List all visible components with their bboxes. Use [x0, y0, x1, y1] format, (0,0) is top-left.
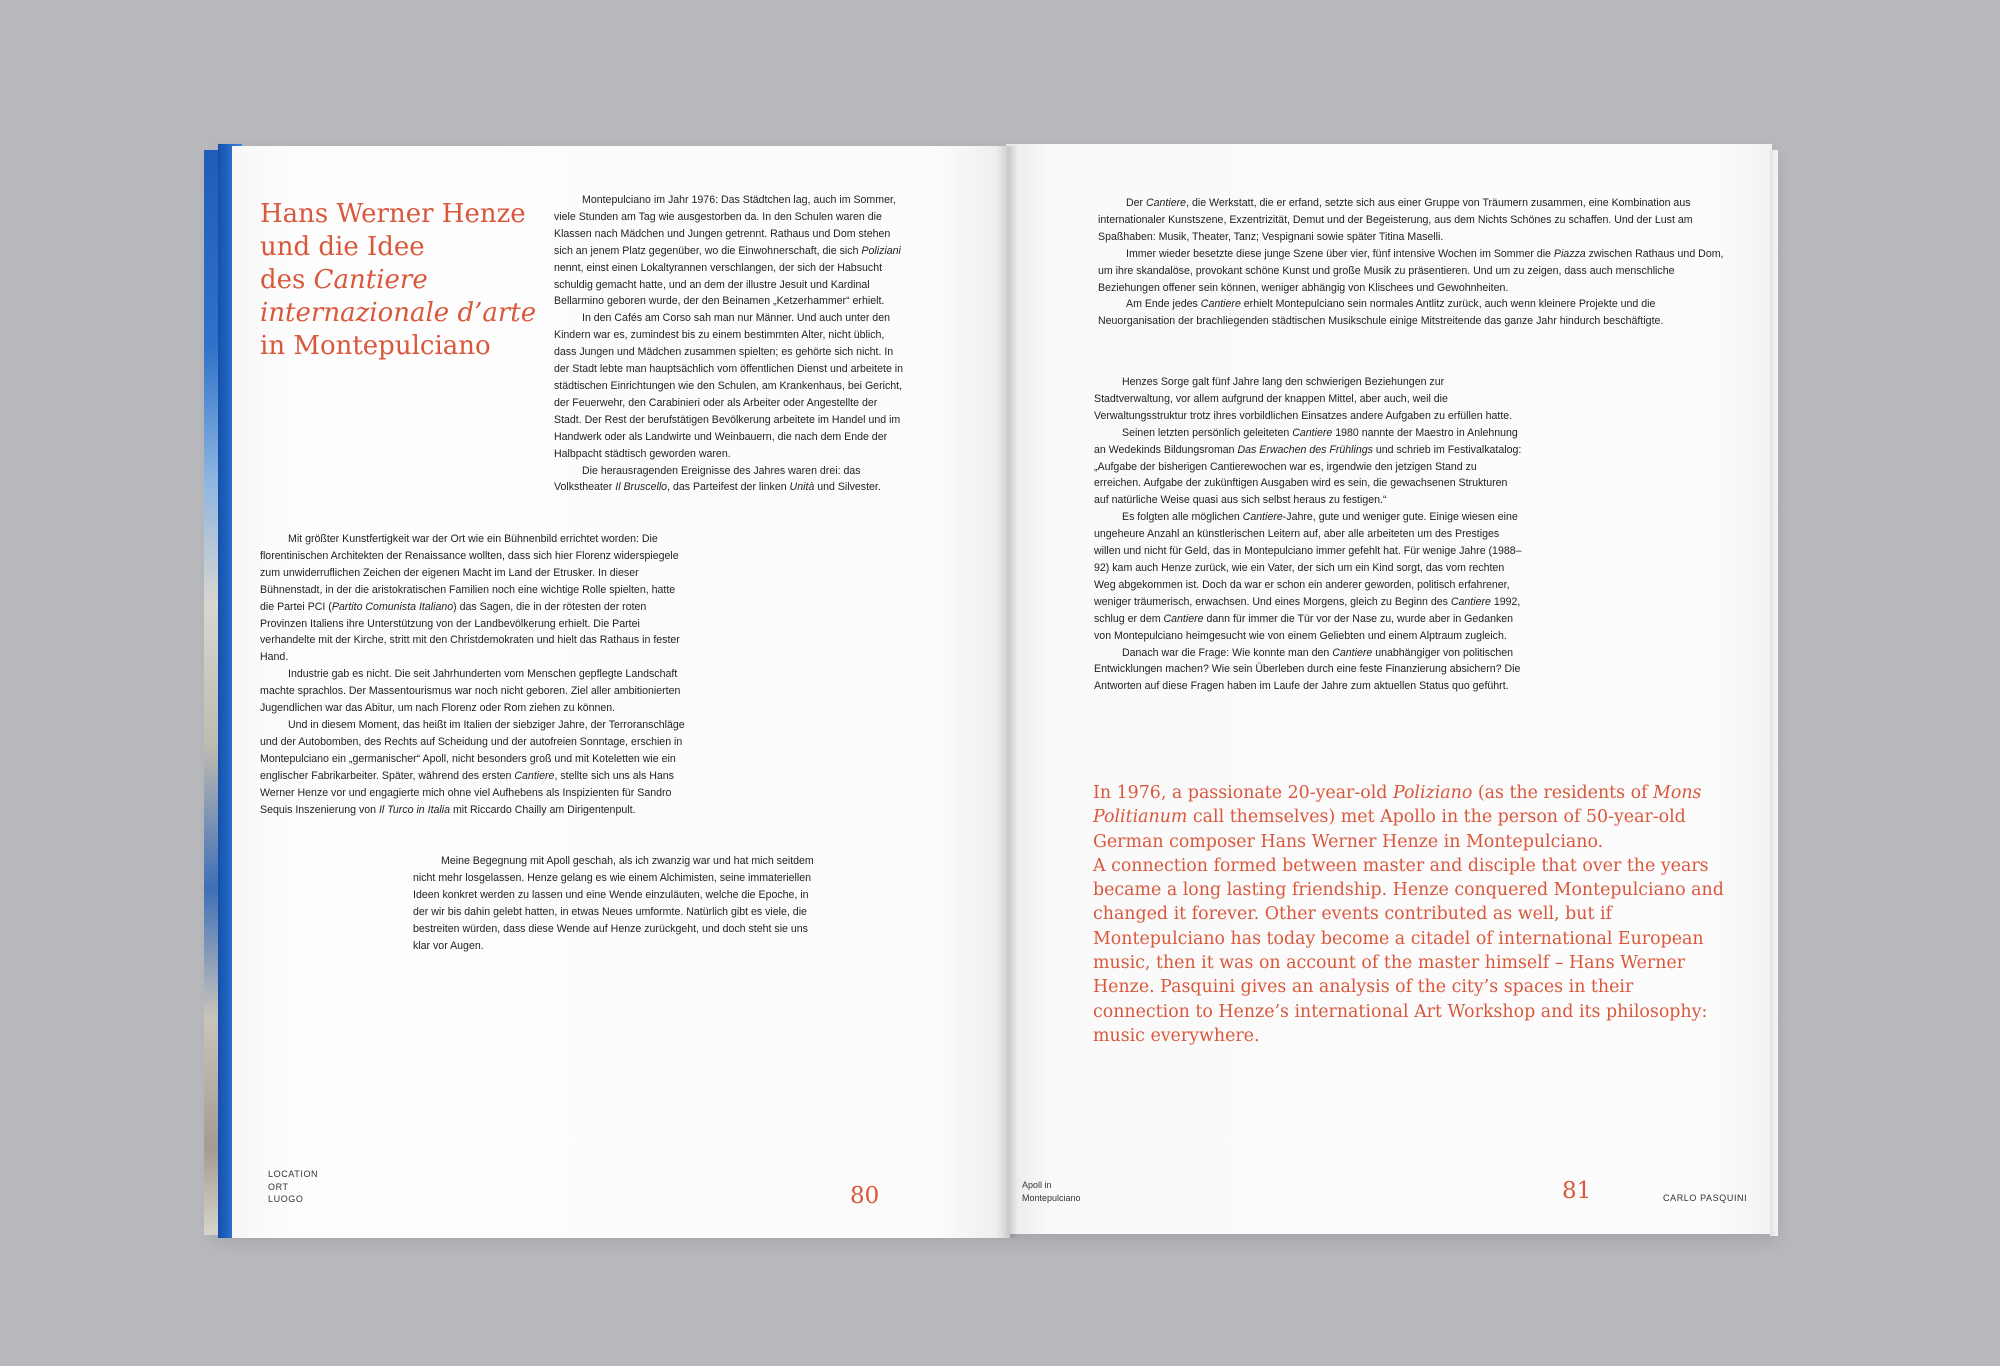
italic-run: Cantiere [1163, 612, 1204, 625]
text-run: -Jahre, gute und weniger gute. Einige wiesen eine ungeheure Anzahl an künstlerischen Leitern auf, aber alle arbeiteten um des Prestiges willen und nicht für Geld, das in Montepulciano immer gefehlt hat. Für wenige Jahre (1988–92) kam auch Henze zurück, wie ein Vater, der sich um ein Kind sorgt, das vom rechten Weg abgekommen ist. Doch da war er schon ein anderer geworden, politisch erfahrener, weniger träumerisch, erwachsen. Und eines Morgens, gleich zu Beginn des [1094, 511, 1522, 608]
text-run: Montepulciano im Jahr 1976: Das Städtchen lag, auch im Sommer, viele Stunden am Tag wie ausgestorben da. In den Schulen waren die Klassen nach Mädchen und Jungen getrennt. Rathaus und Dom stehen sich an jenem Platz gegenüber, wo die Einwohnerschaft, die sich [554, 194, 896, 257]
title-line: in Montepulciano [260, 331, 491, 361]
text-run: erhielt Montepulciano sein normales Antlitz zurück, auch wenn kleinere Projekte und die Neuorganisation der brachliegenden städtischen Musikschule einige Mitstreitende das ganze Jahr hindurch beschäftigte. [1098, 298, 1664, 328]
italic-run: Mons Politianum [1093, 783, 1702, 828]
text-run: und schrieb im Festivalkatalog: „Aufgabe der bisherigen Cantierewochen war es, irgendwie den jetzigen Stand zu erreichen. Aufgabe der zukünftigen Ausgaben wird es sein, die gewachsenen Strukturen auf natürliche Weise quasi aus sich selbst heraus zu festigen.“ [1094, 443, 1522, 507]
body-column-low-left [413, 853, 825, 954]
paragraph [1094, 645, 1524, 696]
body-column-mid-right [1094, 374, 1524, 695]
running-head [1022, 1179, 1081, 1204]
section-label-line: LUOGO [268, 1194, 304, 1204]
section-label [268, 1168, 318, 1206]
paragraph [260, 717, 687, 818]
section-label-line: LOCATION [268, 1169, 319, 1179]
paragraph [1094, 374, 1524, 425]
text-run: und Silvester. [814, 481, 881, 494]
paragraph [260, 531, 687, 666]
paragraph [1098, 246, 1726, 297]
text-run: nennt, einst einen Lokaltyrannen verschlangen, der sich der Habsucht schuldig gemacht hatte, und an dem der illustre Jesuit und Kardinal Bellarmino geboren wurde, der den Beinamen „Ketzerhammer“ erhielt. [554, 261, 885, 308]
italic-run: Cantiere [1292, 426, 1333, 439]
paragraph: Meine Begegnung mit Apoll geschah, als ich zwanzig war und hat mich seitdem nicht mehr losgelassen. Henze gelang es wie einem Alchimisten, seine immateriellen Ideen konkret werden zu lassen und eine Wende einzuläuten, welche die Epoche, in der wir bis dahin gelebt hatten, in etwas Neues umformte. Natürlich gibt es viele, die bestreiten würden, dass diese Wende auf Henze zurückgeht, und doch steht sie uns klar vor Augen. [413, 855, 814, 952]
title-line: des [260, 265, 314, 295]
text-run: call themselves) met Apollo in the person of 50-year-old German composer Hans Werner Henze in Montepulciano. [1093, 807, 1686, 852]
text-run: Am Ende jedes [1126, 298, 1201, 311]
title-line: Hans Werner Henze [260, 199, 526, 229]
page-number-right: 81 [1562, 1178, 1592, 1204]
paragraph [1094, 509, 1524, 644]
body-column-top-left [554, 192, 906, 496]
italic-run: Cantiere [1242, 511, 1283, 524]
italic-run: Il Bruscello [615, 481, 668, 494]
chapter-title [260, 198, 560, 363]
italic-run: Partito Comunista Italiano [331, 600, 454, 613]
page-stack-edge [1770, 150, 1778, 1236]
title-italic: internazionale d’arte [260, 298, 537, 328]
page-number-left: 80 [850, 1183, 880, 1209]
text-run: In den Cafés am Corso sah man nur Männer. Und auch unter den Kindern war es, zumindest bis zu einem bestimmten Alter, nicht üblich, dass Jungen und Mädchen zusammen spielten; es gehörte sich nicht. In der Stadt lebte man hauptsächlich vom öffentlichen Dienst und arbeitete in städtischen Einrichtungen wie den Schulen, am Krankenhaus, bei Gericht, der Feuerwehr, den Carabinieri oder als Arbeiter oder Angestellte der Stadt. Der Rest der berufstätigen Bevölkerung arbeitete im Handel und im Handwerk oder als Landwirte und Weinbauern, die nach dem Ende der Halbpacht städtisch geworden waren. [554, 312, 904, 460]
text-run: ) das Sagen, die in der rötesten der roten Provinzen Italiens ihre Unterstützung von der Landbevölkerung erhielt. Die Partei verhandelte mit der Kirche, stritt mit den Christdemokraten und hielt das Rathaus in fester Hand. [260, 600, 680, 664]
italic-run: Cantiere [1332, 646, 1373, 659]
text-run: A connection formed between master and disciple that over the years became a long lasting friendship. Henze conquered Montepulciano and changed it forever. Other events contributed as well, but if Montepulciano has today become a citadel of international European music, then it was on account of the master himself – Hans Werner Henze. Pasquini gives an analysis of the city’s spaces in their connection to Henze’s international Art Workshop and its philosophy: music everywhere. [1093, 855, 1724, 1046]
paragraph [1098, 195, 1726, 246]
text-run: Immer wieder besetzte diese junge Szene über vier, fünf intensive Wochen im Sommer die [1126, 247, 1554, 260]
paragraph [260, 666, 687, 717]
section-label-line: ORT [268, 1181, 289, 1192]
paragraph [554, 463, 906, 497]
italic-run: Cantiere [1146, 197, 1187, 209]
text-run: mit Riccardo Chailly am Dirigentenpult. [450, 803, 636, 816]
text-run: 1992, schlug er dem [1094, 595, 1521, 625]
italic-run: Cantiere [514, 769, 555, 782]
text-run: Es folgten alle möglichen [1122, 511, 1243, 524]
text-run: dann für immer die Tür vor der Nase zu, wurde aber in Gedanken von Montepulciano heimgesucht wie von einem Geliebten und einem Alptraum zugleich. [1094, 612, 1514, 642]
italic-run: Cantiere [1450, 595, 1491, 608]
italic-run: Cantiere [1200, 298, 1241, 311]
text-run: Die herausragenden Ereignisse des Jahres waren drei: das Volkstheater [554, 464, 861, 494]
text-run: Mit größter Kunstfertigkeit war der Ort wie ein Bühnenbild errichtet worden: Die florentinischen Architekten der Renaissance wollten, dass sich hier Florenz widerspiegele zum unwiderruflichen Zeichen der eigenen Macht im Land der Etrusker. In dieser Bühnenstadt, in der die aristokratischen Familien noch eine wichtige Rolle spielten, hatte die Partei PCI ( [260, 533, 679, 613]
text-run: zwischen Rathaus und Dom, um ihre skandalöse, provokant schöne Kunst und große Musik zu präsentieren. Und um zu zeigen, dass auch menschliche Beziehungen offener sein können, weniger abhängig von Klischees und Gewohnheiten. [1098, 247, 1724, 294]
title-italic: Cantiere [313, 265, 428, 295]
paragraph [554, 192, 906, 310]
text-run: 1980 nannte der Maestro in Anlehnung an Wedekinds Bildungsroman [1094, 426, 1518, 456]
text-run: (as the residents of [1472, 783, 1654, 803]
italic-run: Piazza [1553, 247, 1586, 260]
text-run: , das Parteifest der linken [667, 481, 790, 494]
paragraph [554, 310, 906, 462]
text-run: In 1976, a passionate 20-year-old [1093, 783, 1393, 803]
italic-run: Poliziani [861, 244, 901, 257]
body-column-mid-left [260, 531, 687, 818]
author-name: CARLO PASQUINI [1663, 1193, 1748, 1203]
text-run: unabhängiger von politischen Entwicklungen machen? Wie sein Überleben durch eine feste Finanzierung absichern? Die Antworten auf diese Fragen haben im Laufe der Jahre zum aktuellen Status quo geführt. [1094, 646, 1521, 693]
body-column-top-right [1098, 195, 1726, 330]
title-line: und die Idee [260, 232, 425, 262]
running-head-line: Apoll in [1022, 1180, 1052, 1190]
text-run: , stellte sich uns als Hans Werner Henze vor und engagierte mich ohne viel Aufhebens als Inspizienten für Sandro Sequis Inszenierung von [260, 769, 674, 816]
text-run: Henzes Sorge galt fünf Jahre lang den schwierigen Beziehungen zur Stadtverwaltung, vor allem aufgrund der knappen Mittel, aber auch, weil die Verwaltungsstruktur trotz ihres vorbildlichen Einsatzes andere Aufgaben zu erfüllen hatte. [1094, 376, 1513, 422]
italic-run: Poliziano [1392, 783, 1473, 803]
italic-run: Unità [789, 481, 815, 494]
text-run: Danach war die Frage: Wie konnte man den [1122, 646, 1333, 659]
italic-run: Il Turco in Italia [378, 803, 451, 816]
paragraph [1094, 425, 1524, 510]
english-summary [1093, 781, 1733, 1048]
italic-run: Das Erwachen des Frühlings [1237, 443, 1373, 456]
text-run: Der [1126, 197, 1147, 209]
text-run: Und in diesem Moment, das heißt im Italien der siebziger Jahre, der Terroranschläge und der Autobomben, des Rechts auf Scheidung und der autofreien Sonntage, erschien in Montepulciano ein „germanischer“ Apoll, nicht besonders groß und mit Koteletten wie ein englischer Fabrikarbeiter. Später, während des ersten [260, 718, 685, 782]
text-run: Industrie gab es nicht. Die seit Jahrhunderten vom Menschen gepflegte Landschaft machte sprachlos. Der Massentourismus war noch nicht geboren. Ziel aller ambitionierten Jugendlichen war das Abitur, um nach Florenz oder Rom ziehen zu können. [260, 668, 681, 715]
text-run: , die Werkstatt, die er erfand, setzte sich aus einer Gruppe von Träumern zusammen, eine Kombination aus internationaler Kunstszene, Exzentrizität, Demut und der Begeisterung, aus dem Nichts Schönes zu schaffen. Und der Lust am Spaßhaben: Musik, Theater, Tanz; Vespignani sowie später Titina Maselli. [1098, 197, 1693, 243]
paragraph [1098, 296, 1726, 330]
running-head-line: Montepulciano [1022, 1192, 1081, 1203]
book-gutter [996, 146, 1018, 1238]
text-run: Seinen letzten persönlich geleiteten [1122, 426, 1293, 439]
